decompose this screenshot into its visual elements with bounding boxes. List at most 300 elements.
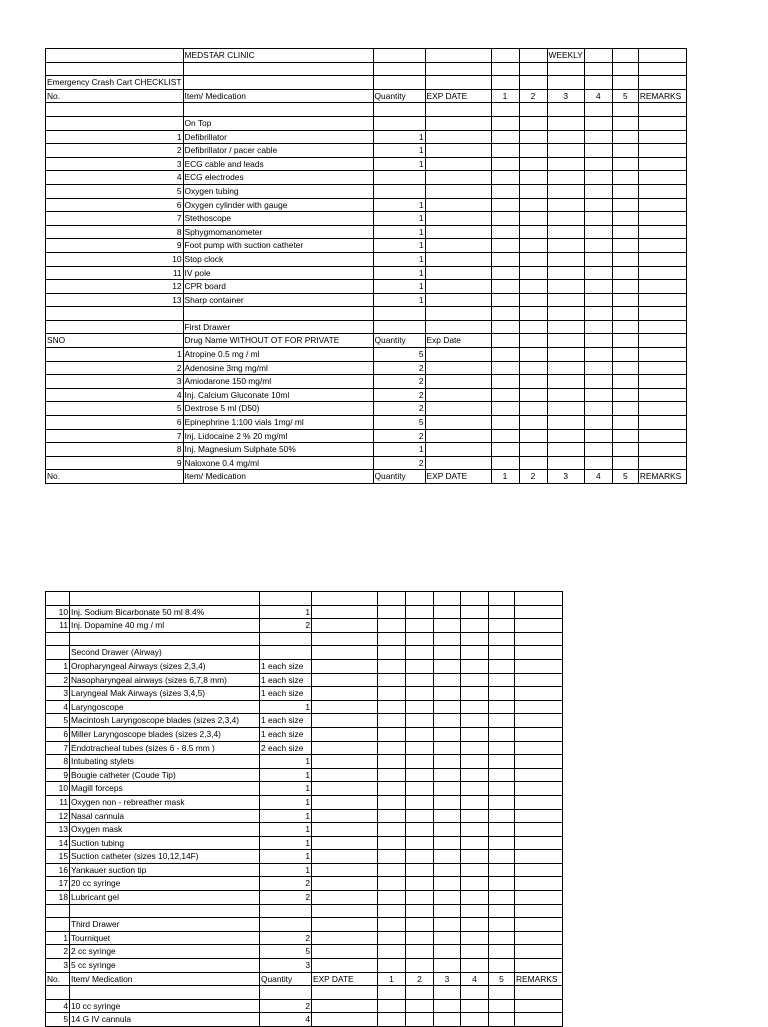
table-cell [612,184,638,198]
table-cell [519,361,547,375]
table-cell [46,320,184,334]
table-cell [373,307,425,321]
table-cell: 2 [373,402,425,416]
table-cell [461,918,489,932]
table-cell [425,416,491,430]
table-cell [425,212,491,226]
table-cell: Defibrillator [183,130,373,144]
table-cell [491,144,519,158]
table-cell [515,700,563,714]
table-cell [434,714,461,728]
table-cell [584,239,612,253]
table-cell [515,823,563,837]
table-cell [461,632,489,646]
table-cell [519,212,547,226]
table-cell [489,741,515,755]
table-cell [425,225,491,239]
table-cell [491,293,519,307]
table-cell [584,402,612,416]
table-cell [378,945,406,959]
table-cell [547,348,584,362]
table-cell [519,157,547,171]
table-cell [584,320,612,334]
table-cell: 7 [46,212,184,226]
table-cell [312,891,378,905]
table-cell [46,116,184,130]
table-cell: 1 [260,836,312,850]
table-cell: Emergency Crash Cart CHECKLIST [46,76,184,90]
table-cell [638,239,686,253]
table-cell [406,863,434,877]
table-cell [378,755,406,769]
table-cell [312,659,378,673]
table-cell: IV pole [183,266,373,280]
table-cell [547,361,584,375]
table-cell [612,116,638,130]
table-cell: 6 [46,198,184,212]
table-cell [519,266,547,280]
table-cell [406,619,434,633]
table-cell [519,307,547,321]
table-cell [515,959,563,973]
table-cell [519,103,547,117]
table-cell: 5 [612,470,638,484]
table-cell [260,904,312,918]
table-cell: Bougie catheter (Coude Tip) [70,768,260,782]
table-cell [612,157,638,171]
table-cell [373,62,425,76]
table-cell: 2 [260,877,312,891]
table-cell [515,768,563,782]
table-cell [406,904,434,918]
table-cell [406,999,434,1013]
table-cell [406,877,434,891]
table-cell: REMARKS [638,470,686,484]
table-cell [519,76,547,90]
table-cell [515,632,563,646]
table-cell [584,157,612,171]
table-cell: EXP DATE [312,972,378,986]
table-cell [378,592,406,606]
table-cell [312,931,378,945]
table-cell [547,212,584,226]
table-cell [584,62,612,76]
table-cell: 4 [46,171,184,185]
table-cell [515,592,563,606]
table-cell: 2 [373,429,425,443]
table-cell [584,307,612,321]
table-row [46,402,687,416]
table-cell [491,280,519,294]
table-cell [491,103,519,117]
table-cell: Laryngeal Mak Airways (sizes 3,4,5) [70,687,260,701]
table-cell [312,863,378,877]
table-row [46,225,687,239]
table-cell [489,659,515,673]
table-row [46,687,563,701]
table-cell [638,293,686,307]
table-cell [312,1013,378,1027]
table-cell [461,850,489,864]
table-cell [434,904,461,918]
table-cell [515,755,563,769]
table-cell [461,945,489,959]
table-cell [612,375,638,389]
table-cell: 5 cc syringe [70,959,260,973]
table-cell [425,266,491,280]
table-cell [515,687,563,701]
table-cell [638,184,686,198]
table-row [46,700,563,714]
table-cell: 6 [46,416,184,430]
table-row [46,198,687,212]
table-cell [547,334,584,348]
table-cell [406,755,434,769]
table-cell: 3 [46,687,70,701]
table-cell [489,768,515,782]
table-cell [312,741,378,755]
table-cell: EXP DATE [425,470,491,484]
table-cell: Tourniquet [70,931,260,945]
table-cell: 7 [46,429,184,443]
table-cell [491,334,519,348]
table-cell [312,795,378,809]
table-cell [434,809,461,823]
table-row [46,130,687,144]
table-cell [519,252,547,266]
table-cell [519,293,547,307]
table-cell [425,443,491,457]
table-cell [491,252,519,266]
table-cell: 2 [46,144,184,158]
table-cell [434,999,461,1013]
table-cell [425,280,491,294]
table-row [46,659,563,673]
table-cell [378,727,406,741]
table-cell [638,416,686,430]
table-cell [638,49,686,63]
table-cell: Atropine 0.5 mg / ml [183,348,373,362]
table-cell [584,348,612,362]
table-cell [378,659,406,673]
table-cell [638,62,686,76]
table-row [46,931,563,945]
table-cell: Oxygen mask [70,823,260,837]
table-cell [489,755,515,769]
checklist-table-page-1 [45,48,687,484]
table-cell [515,945,563,959]
table-cell [378,646,406,660]
table-cell: 6 [46,727,70,741]
table-cell [489,850,515,864]
table-cell [638,456,686,470]
table-cell [70,592,260,606]
table-cell [584,49,612,63]
table-cell [406,727,434,741]
table-cell [70,986,260,1000]
table-cell [515,1013,563,1027]
table-cell [461,741,489,755]
table-cell: Oxygen tubing [183,184,373,198]
table-row [46,375,687,389]
table-cell [461,795,489,809]
table-cell [638,375,686,389]
table-row [46,809,563,823]
table-cell: 3 [260,959,312,973]
table-cell [425,429,491,443]
table-cell: 5 [612,89,638,103]
table-cell [378,619,406,633]
table-cell [461,782,489,796]
table-cell [312,999,378,1013]
table-cell [461,999,489,1013]
table-cell [406,836,434,850]
table-cell [46,49,184,63]
table-cell [378,863,406,877]
table-cell: 2 [46,945,70,959]
table-cell [547,429,584,443]
table-cell: 20 cc syringe [70,877,260,891]
table-cell [46,986,70,1000]
table-cell [612,348,638,362]
table-cell: Quantity [260,972,312,986]
table-cell [406,918,434,932]
table-cell [491,171,519,185]
table-cell [312,959,378,973]
table-cell: EXP DATE [425,89,491,103]
checklist-table-page-2 [45,591,563,1027]
table-cell [547,252,584,266]
table-cell [491,116,519,130]
table-cell [434,646,461,660]
table-cell [547,320,584,334]
table-cell [312,605,378,619]
table-cell [547,266,584,280]
table-cell: Sharp container [183,293,373,307]
table-cell [461,687,489,701]
table-cell [461,755,489,769]
table-cell [406,646,434,660]
table-cell [434,768,461,782]
table-cell [491,443,519,457]
table-cell: Nasal cannula [70,809,260,823]
table-cell [378,850,406,864]
table-cell [373,103,425,117]
table-row [46,986,563,1000]
table-cell: Quantity [373,89,425,103]
table-cell: 2 [46,673,70,687]
table-cell [547,375,584,389]
table-cell [461,768,489,782]
table-cell: 16 [46,863,70,877]
table-cell [70,904,260,918]
table-cell [584,116,612,130]
table-cell: ECG electrodes [183,171,373,185]
table-cell [461,659,489,673]
table-cell [491,225,519,239]
table-cell: 2 [373,361,425,375]
table-cell: 11 [46,795,70,809]
table-cell [612,212,638,226]
table-cell [491,130,519,144]
table-cell [378,959,406,973]
table-cell [519,334,547,348]
table-cell [584,225,612,239]
table-cell [461,891,489,905]
table-cell: Laryngoscope [70,700,260,714]
table-cell [425,307,491,321]
table-row [46,266,687,280]
table-cell: 13 [46,823,70,837]
table-cell [373,171,425,185]
table-cell: 2 [260,999,312,1013]
table-cell [406,1013,434,1027]
table-cell [434,959,461,973]
table-cell [489,986,515,1000]
table-cell: Exp Date [425,334,491,348]
table-cell [515,782,563,796]
table-row [46,768,563,782]
table-cell: 1 each size [260,727,312,741]
table-cell [519,239,547,253]
table-cell [584,361,612,375]
table-cell [584,184,612,198]
table-cell: 1 [373,443,425,457]
table-cell: WEEKLY [547,49,584,63]
table-row [46,293,687,307]
table-cell: 5 [46,184,184,198]
table-cell [378,795,406,809]
table-cell [547,198,584,212]
table-cell: Oropharyngeal Airways (sizes 2,3,4) [70,659,260,673]
table-cell [612,293,638,307]
table-cell [312,592,378,606]
table-cell: Drug Name WITHOUT OT FOR PRIVATE [183,334,373,348]
table-cell [378,673,406,687]
table-row [46,755,563,769]
table-cell [434,592,461,606]
table-cell [519,184,547,198]
table-cell [515,619,563,633]
table-cell: Foot pump with suction catheter [183,239,373,253]
table-cell [489,931,515,945]
table-cell: Second Drawer (Airway) [70,646,260,660]
table-cell [519,402,547,416]
table-cell [46,62,184,76]
table-cell [584,103,612,117]
table-cell [378,823,406,837]
table-cell [612,334,638,348]
table-cell [638,388,686,402]
table-cell [612,239,638,253]
table-cell [461,863,489,877]
table-cell [491,198,519,212]
table-cell [461,619,489,633]
table-row [46,632,563,646]
table-cell [461,904,489,918]
table-cell: Lubricant gel [70,891,260,905]
table-cell: 1 [373,144,425,158]
table-cell [406,768,434,782]
table-row [46,280,687,294]
table-cell [406,795,434,809]
table-cell [378,877,406,891]
table-cell: Inj. Calcium Gluconate 10ml [183,388,373,402]
table-cell [425,293,491,307]
table-cell [461,986,489,1000]
table-cell [312,687,378,701]
table-cell [519,320,547,334]
table-cell: 1 [373,225,425,239]
table-cell [584,198,612,212]
table-cell [584,144,612,158]
table-row [46,823,563,837]
table-row [46,334,687,348]
table-row [46,850,563,864]
table-cell [183,76,373,90]
table-cell [46,632,70,646]
table-cell [406,891,434,905]
table-row [46,307,687,321]
table-row [46,443,687,457]
table-cell: 1 [373,212,425,226]
table-cell [489,727,515,741]
table-cell [491,266,519,280]
table-cell [425,402,491,416]
table-cell [491,361,519,375]
table-cell [378,986,406,1000]
table-cell [638,252,686,266]
table-cell: 11 [46,266,184,280]
table-row [46,891,563,905]
table-cell [519,49,547,63]
table-cell [312,877,378,891]
table-cell [373,76,425,90]
table-cell [406,659,434,673]
table-cell [547,293,584,307]
table-cell [612,402,638,416]
table-cell [638,361,686,375]
table-cell: Adenosine 3mg mg/ml [183,361,373,375]
table-cell [612,252,638,266]
table-cell [515,795,563,809]
table-cell: Third Drawer [70,918,260,932]
table-cell [183,62,373,76]
table-cell [519,62,547,76]
table-row [46,959,563,973]
table-cell [515,659,563,673]
table-cell [519,280,547,294]
table-cell: 14 [46,836,70,850]
table-row [46,348,687,362]
table-row [46,184,687,198]
table-cell: 8 [46,755,70,769]
table-row [46,470,687,484]
table-cell [638,225,686,239]
table-cell: 15 [46,850,70,864]
table-cell [434,741,461,755]
table-cell: 1 [373,157,425,171]
table-cell: 2 [519,470,547,484]
table-cell [406,700,434,714]
table-cell [378,714,406,728]
table-cell: 4 [584,470,612,484]
table-cell [425,49,491,63]
table-cell: 1 [373,239,425,253]
table-cell: 5 [489,972,515,986]
table-cell [489,823,515,837]
table-cell [638,198,686,212]
